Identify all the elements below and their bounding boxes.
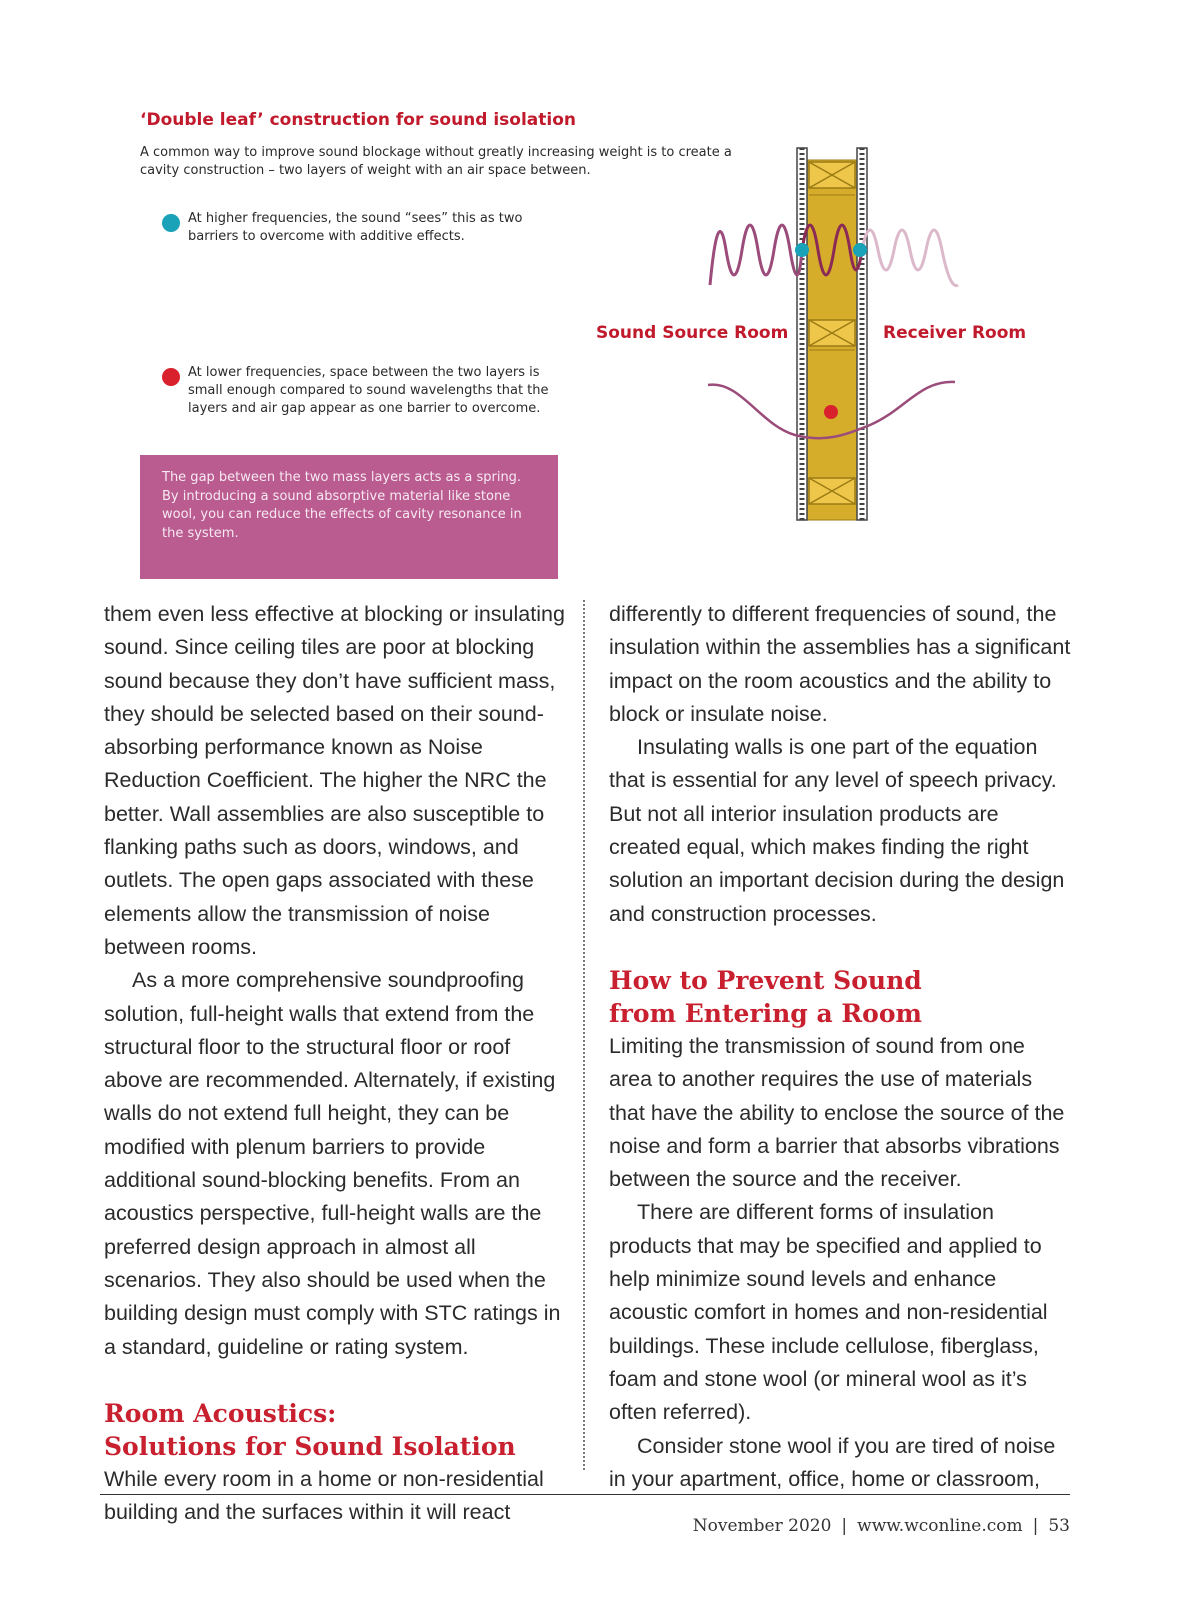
page-number: 53 [1048,1516,1070,1536]
column-divider [583,600,585,1470]
teal-dot-icon [162,214,180,232]
issue-date: November 2020 [692,1516,832,1536]
heading-line: from Entering a Room [609,998,922,1028]
infographic-title: ‘Double leaf’ construction for sound isolation [140,110,577,130]
article-right-column [609,598,1071,1496]
footer-separator: | [1032,1516,1039,1536]
paragraph: them even less effective at blocking or insulating sound. Since ceiling tiles are poor at blocking sound because they don’t have sufficient mass, they should be selected based on their sound-absorbing performance known as Noise Reduction Coefficient. The higher the NRC the better. Wall assemblies are also susceptible to flanking paths such as doors, windows, and outlets. The open gaps associated with these elements allow the transmission of noise between rooms. [104,602,565,959]
paragraph: There are different forms of insulation products that may be specified and applied to help minimize sound levels and enhance acoustic comfort in homes and non-residential buildings. These include cellulose, fiberglass, foam and stone wool (or mineral wool as it’s often referred). [609,1200,1048,1425]
footer-separator: | [841,1516,848,1536]
paragraph: While every room in a home or non-residential building and the surfaces within it will react [104,1466,544,1525]
teal-marker-right [853,243,867,257]
website: www.wconline.com [857,1516,1023,1536]
paragraph: Consider stone wool if you are tired of noise in your apartment, office, home or classroom, [609,1433,1056,1491]
receiver-room-label: Receiver Room [883,323,1027,343]
high-frequency-wave-source [710,225,802,285]
double-leaf-infographic [130,100,1070,580]
low-frequency-text: At lower frequencies, space between the two layers is small enough compared to sound wavelengths that the layers and air gap appear as one barrier to overcome. [188,365,549,416]
red-dot-icon [162,368,180,386]
right-wall-leaf [857,148,867,520]
sound-source-room-label: Sound Source Room [596,323,789,343]
section-heading-room-acoustics [104,1397,566,1463]
article-left-column [104,598,566,1529]
paragraph: Limiting the transmission of sound from one area to another requires the use of materials that have the ability to enclose the source of the noise and form a barrier that absorbs vibrations between the source and the receiver. [609,1033,1065,1192]
heading-line: Solutions for Sound Isolation [104,1431,516,1461]
paragraph: differently to different frequencies of sound, the insulation within the assemblies has a significant impact on the room acoustics and the ability to block or insulate noise. [609,602,1071,726]
footer-rule [100,1494,1070,1495]
red-marker [824,405,838,419]
paragraph: As a more comprehensive soundproofing solution, full-height walls that extend from the structural floor to the structural floor or roof above are recommended. Alternately, if existing walls do not extend full height, they can be modified with plenum barriers to provide additional sound-blocking benefits. From an acoustics perspective, full-height walls are the preferred design approach in almost all scenarios. They also should be used when the building design must comply with STC ratings in a standard, guideline or rating system. [104,968,561,1359]
paragraph: Insulating walls is one part of the equation that is essential for any level of speech privacy. But not all interior insulation products are created equal, which makes finding the right solution an important decision during the design and construction processes. [609,735,1065,926]
high-frequency-text: At higher frequencies, the sound “sees” this as two barriers to overcome with additive effects. [188,211,523,244]
heading-line: Room Acoustics: [104,1398,337,1428]
section-heading-prevent-sound [609,964,1071,1030]
high-frequency-wave-receiver [862,230,958,286]
blocking-top [809,162,855,188]
double-leaf-wall-diagram [590,140,1070,580]
heading-line: How to Prevent Sound [609,965,922,995]
blocking-bottom [809,478,855,504]
infographic-intro: A common way to improve sound blockage without greatly increasing weight is to create a cavity construction – two layers of weight with an air space between. [140,145,732,178]
blocking-middle [809,320,855,346]
cavity-resonance-callout [140,455,558,579]
teal-marker-left [795,243,809,257]
left-wall-leaf [797,148,807,520]
page-footer [693,1516,1070,1536]
callout-text: The gap between the two mass layers acts as a spring. By introducing a sound absorptive material like stone wool, you can reduce the effects of cavity resonance in the system. [162,470,522,541]
